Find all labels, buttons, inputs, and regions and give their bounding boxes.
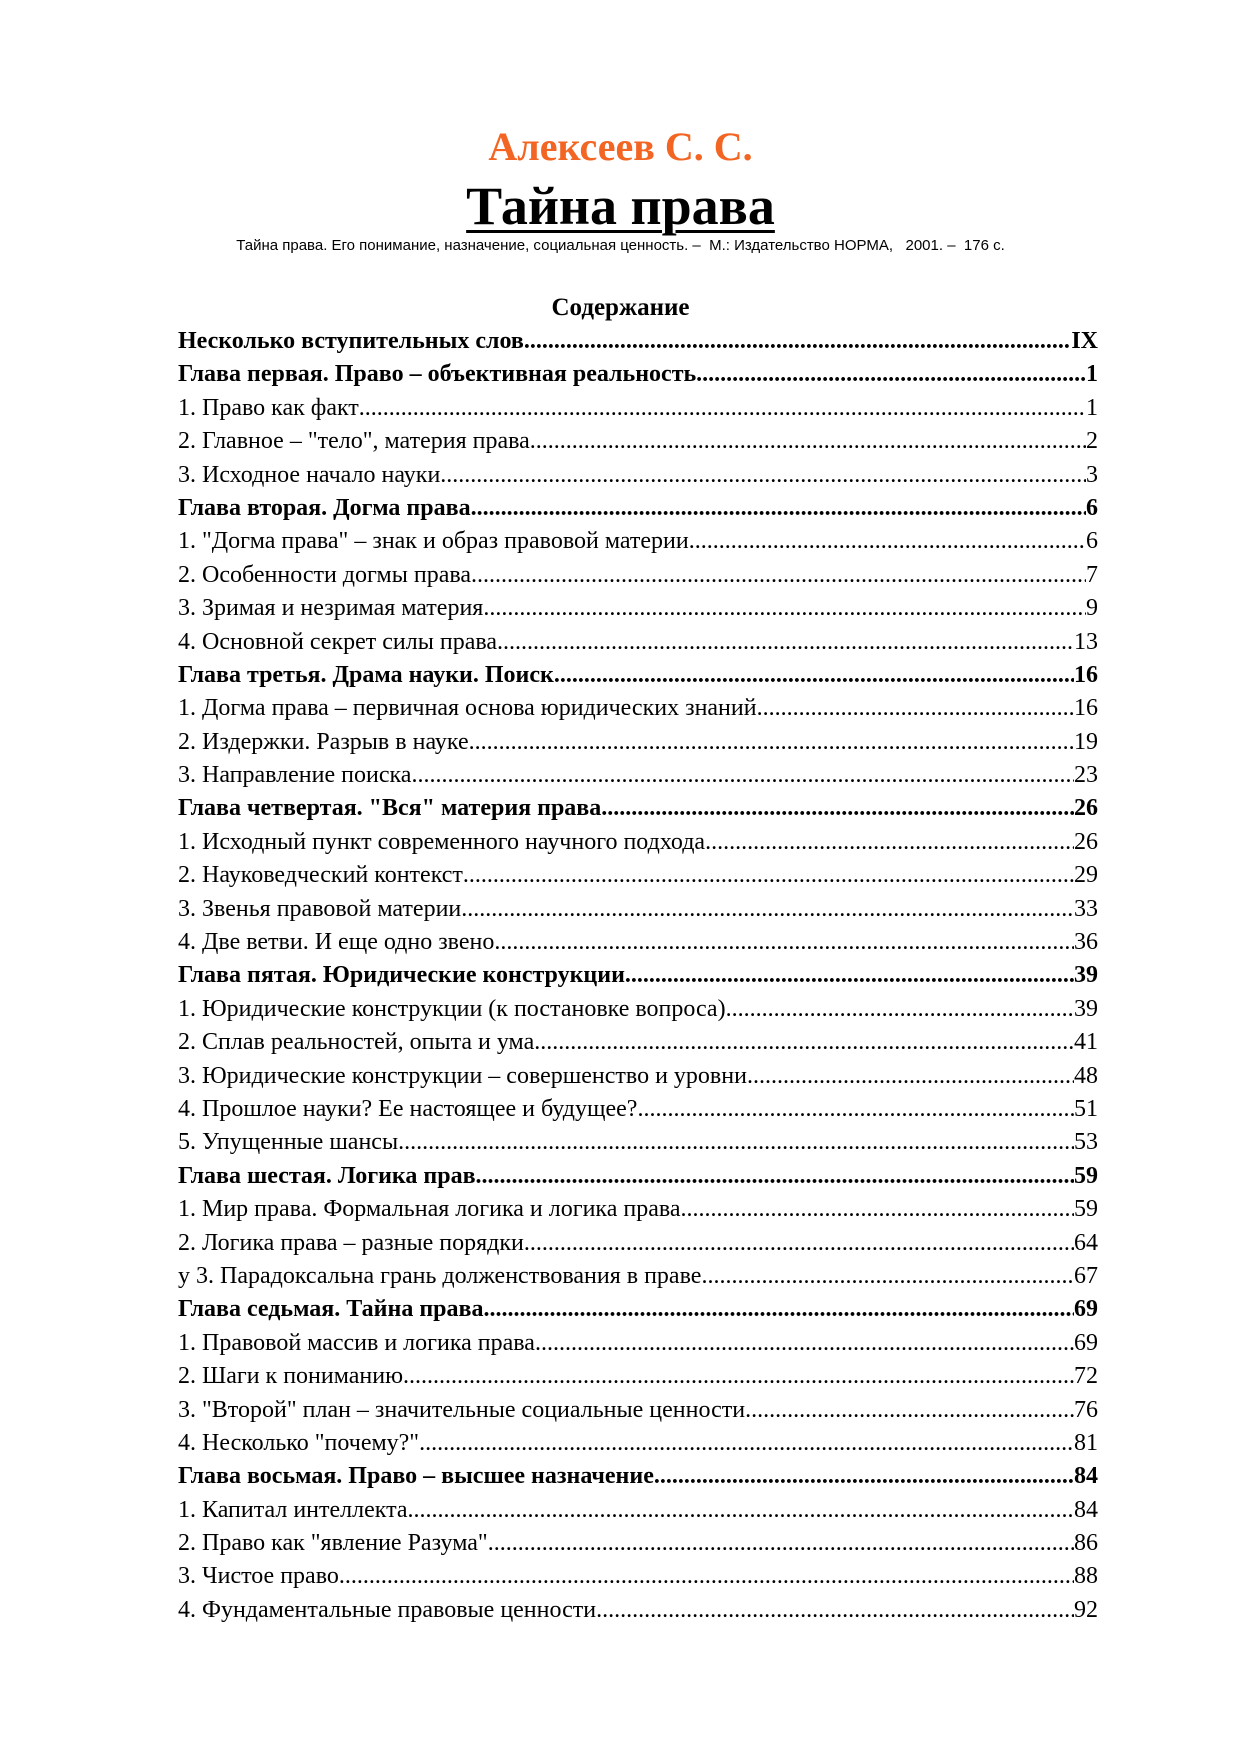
toc-entry-title: 2. Науковедческий контекст — [178, 862, 463, 889]
toc-page-number: 67 — [1074, 1262, 1098, 1289]
toc-page-number: 76 — [1074, 1396, 1098, 1423]
toc-chapter-row — [178, 659, 1098, 692]
toc-section-row — [178, 759, 1098, 792]
toc-section-row — [178, 1494, 1098, 1527]
toc-dot-leader — [654, 1460, 1074, 1493]
book-title: Тайна права — [466, 176, 775, 236]
toc-page-number: 69 — [1074, 1296, 1098, 1323]
toc-dot-leader — [535, 1327, 1074, 1360]
toc-page-number: 64 — [1074, 1229, 1098, 1256]
toc-dot-leader — [476, 1160, 1074, 1193]
toc-page-number: 33 — [1074, 895, 1098, 922]
toc-dot-leader — [469, 726, 1074, 759]
toc-entry-title: Глава третья. Драма науки. Поиск — [178, 661, 554, 688]
toc-page-number: 6 — [1086, 528, 1098, 555]
toc-entry-title: 2. Издержки. Разрыв в науке — [178, 728, 469, 755]
toc-page-number: 69 — [1074, 1329, 1098, 1356]
toc-dot-leader — [757, 692, 1074, 725]
toc-page-number: 59 — [1074, 1196, 1098, 1223]
toc-page-number: 7 — [1086, 561, 1098, 588]
toc-dot-leader — [637, 1093, 1074, 1126]
toc-dot-leader — [701, 1260, 1074, 1293]
toc-section-row — [178, 1093, 1098, 1126]
toc-chapter-row — [178, 492, 1098, 525]
toc-entry-title: 2. Сплав реальностей, опыта и ума — [178, 1029, 535, 1056]
toc-section-row — [178, 392, 1098, 425]
toc-entry-title: 3. "Второй" план – значительные социальные ценности — [178, 1396, 746, 1423]
toc-page-number: 84 — [1074, 1496, 1098, 1523]
toc-section-row — [178, 859, 1098, 892]
toc-entry-title: Глава седьмая. Тайна права — [178, 1296, 484, 1323]
toc-page-number: 1 — [1086, 394, 1098, 421]
toc-page-number: 51 — [1074, 1095, 1098, 1122]
toc-page-number: 23 — [1074, 762, 1098, 789]
toc-page-number: 88 — [1074, 1563, 1098, 1590]
toc-entry-title: 4. Основной секрет силы права — [178, 628, 498, 655]
toc-entry-title: 1. "Догма права" – знак и образ правовой материи — [178, 528, 689, 555]
toc-section-row — [178, 1193, 1098, 1226]
toc-chapter-row — [178, 358, 1098, 391]
toc-entry-title: Глава пятая. Юридические конструкции — [178, 962, 625, 989]
toc-entry-title: 3. Исходное начало науки — [178, 461, 441, 488]
toc-page-number: 1 — [1086, 361, 1098, 388]
toc-page-number: 39 — [1074, 995, 1098, 1022]
toc-dot-leader — [471, 492, 1086, 525]
toc-heading: Содержание — [551, 294, 690, 321]
toc-section-row — [178, 1026, 1098, 1059]
toc-entry-title: Глава шестая. Логика прав — [178, 1162, 476, 1189]
toc-dot-leader — [339, 1560, 1074, 1593]
toc-section-row — [178, 893, 1098, 926]
toc-chapter-row — [178, 1293, 1098, 1326]
toc-entry-title: 1. Право как факт — [178, 394, 359, 421]
bibliographic-info: Тайна права. Его понимание, назначение, социальная ценность. – М.: Издательство НОРМА, 2001. – 176 с. — [236, 237, 1005, 254]
toc-dot-leader — [601, 792, 1074, 825]
toc-section-row — [178, 1327, 1098, 1360]
toc-dot-leader — [440, 459, 1086, 492]
toc-entry-title: Несколько вступительных слов — [178, 328, 524, 354]
table-of-contents — [178, 325, 1098, 1627]
toc-page-number: 41 — [1074, 1029, 1098, 1056]
toc-chapter-row — [178, 959, 1098, 992]
toc-page-number: 2 — [1086, 428, 1098, 455]
toc-dot-leader — [471, 559, 1086, 592]
toc-entry-title: Глава первая. Право – объективная реальность — [178, 361, 697, 388]
toc-section-row — [178, 626, 1098, 659]
toc-page-number: 13 — [1074, 628, 1098, 655]
toc-dot-leader — [463, 859, 1074, 892]
toc-section-row — [178, 726, 1098, 759]
toc-section-row — [178, 459, 1098, 492]
toc-page-number: 59 — [1074, 1162, 1098, 1189]
toc-dot-leader — [534, 1026, 1074, 1059]
toc-chapter-row — [178, 1460, 1098, 1493]
toc-entry-title: 1. Юридические конструкции (к постановке вопроса) — [178, 995, 726, 1022]
toc-page-number: 84 — [1074, 1463, 1098, 1490]
toc-dot-leader — [359, 392, 1086, 425]
toc-entry-title: 2. Логика права – разные порядки — [178, 1229, 524, 1256]
toc-section-row — [178, 1126, 1098, 1159]
toc-page-number: 9 — [1086, 595, 1098, 622]
toc-dot-leader — [524, 325, 1072, 358]
toc-page-number: 48 — [1074, 1062, 1098, 1089]
toc-dot-leader — [596, 1594, 1074, 1627]
toc-dot-leader — [524, 1227, 1074, 1260]
toc-chapter-row — [178, 1160, 1098, 1193]
toc-dot-leader — [408, 1494, 1074, 1527]
toc-entry-title: Глава вторая. Догма права — [178, 494, 471, 521]
toc-section-row — [178, 1360, 1098, 1393]
toc-page-number: 86 — [1074, 1530, 1098, 1557]
toc-section-row — [178, 1060, 1098, 1093]
toc-page-number: 39 — [1074, 962, 1098, 989]
toc-dot-leader — [483, 1293, 1074, 1326]
toc-section-row — [178, 1560, 1098, 1593]
toc-section-row — [178, 692, 1098, 725]
toc-page-number: 26 — [1074, 828, 1098, 855]
toc-entry-title: у 3. Парадоксальна грань долженствования в праве — [178, 1262, 702, 1289]
toc-page-number: 6 — [1086, 494, 1098, 521]
toc-entry-title: 4. Фундаментальные правовые ценности — [178, 1596, 597, 1623]
toc-dot-leader — [747, 1060, 1074, 1093]
toc-section-row — [178, 425, 1098, 458]
toc-dot-leader — [530, 425, 1086, 458]
toc-page-number: 92 — [1074, 1596, 1098, 1623]
toc-dot-leader — [696, 358, 1086, 391]
toc-page-number: 26 — [1074, 795, 1098, 822]
toc-section-row — [178, 592, 1098, 625]
toc-entry-title: 3. Направление поиска — [178, 762, 412, 789]
toc-entry-title: 1. Мир права. Формальная логика и логика права — [178, 1196, 681, 1223]
toc-section-row — [178, 1427, 1098, 1460]
toc-chapter-row — [178, 325, 1098, 358]
author-name: Алексеев С. С. — [488, 124, 753, 169]
toc-page-number: IX — [1071, 328, 1098, 354]
toc-section-row — [178, 559, 1098, 592]
toc-page-number: 19 — [1074, 728, 1098, 755]
toc-dot-leader — [689, 525, 1086, 558]
toc-dot-leader — [488, 1527, 1074, 1560]
toc-entry-title: 5. Упущенные шансы — [178, 1129, 399, 1156]
toc-dot-leader — [554, 659, 1074, 692]
toc-entry-title: Глава восьмая. Право – высшее назначение — [178, 1463, 654, 1490]
toc-entry-title: 4. Несколько "почему?" — [178, 1429, 420, 1456]
toc-dot-leader — [497, 626, 1074, 659]
toc-chapter-row — [178, 792, 1098, 825]
toc-page-number: 3 — [1086, 461, 1098, 488]
toc-dot-leader — [726, 993, 1074, 1026]
toc-dot-leader — [494, 926, 1074, 959]
toc-entry-title: 1. Исходный пункт современного научного подхода — [178, 828, 706, 855]
toc-entry-title: 1. Капитал интеллекта — [178, 1496, 408, 1523]
toc-dot-leader — [705, 826, 1074, 859]
toc-entry-title: 1. Правовой массив и логика права — [178, 1329, 535, 1356]
toc-section-row — [178, 1394, 1098, 1427]
toc-entry-title: Глава четвертая. "Вся" материя права — [178, 795, 602, 822]
toc-entry-title: 4. Прошлое науки? Ее настоящее и будущее? — [178, 1095, 638, 1122]
toc-section-row — [178, 926, 1098, 959]
toc-entry-title: 1. Догма права – первичная основа юридических знаний — [178, 695, 757, 722]
toc-dot-leader — [419, 1427, 1074, 1460]
toc-page-number: 29 — [1074, 862, 1098, 889]
toc-entry-title: 2. Особенности догмы права — [178, 561, 472, 588]
toc-entry-title: 3. Юридические конструкции – совершенство и уровни — [178, 1062, 747, 1089]
toc-dot-leader — [625, 959, 1074, 992]
toc-section-row — [178, 1594, 1098, 1627]
toc-page-number: 53 — [1074, 1129, 1098, 1156]
toc-dot-leader — [461, 893, 1074, 926]
toc-section-row — [178, 1527, 1098, 1560]
toc-entry-title: 3. Зримая и незримая материя — [178, 595, 484, 622]
toc-dot-leader — [745, 1394, 1074, 1427]
toc-entry-title: 3. Чистое право — [178, 1563, 339, 1590]
toc-page-number: 81 — [1074, 1429, 1098, 1456]
toc-page-number: 16 — [1074, 695, 1098, 722]
toc-entry-title: 2. Шаги к пониманию — [178, 1363, 404, 1390]
toc-entry-title: 4. Две ветви. И еще одно звено — [178, 929, 495, 956]
toc-entry-title: 2. Право как "явление Разума" — [178, 1530, 488, 1557]
toc-dot-leader — [483, 592, 1086, 625]
toc-dot-leader — [681, 1193, 1074, 1226]
toc-dot-leader — [398, 1126, 1074, 1159]
toc-section-row — [178, 993, 1098, 1026]
toc-dot-leader — [411, 759, 1074, 792]
toc-entry-title: 2. Главное – "тело", материя права — [178, 428, 530, 455]
toc-section-row — [178, 1227, 1098, 1260]
toc-page-number: 72 — [1074, 1363, 1098, 1390]
toc-section-row — [178, 1260, 1098, 1293]
toc-section-row — [178, 525, 1098, 558]
toc-page-number: 36 — [1074, 929, 1098, 956]
toc-entry-title: 3. Звенья правовой материи — [178, 895, 462, 922]
toc-page-number: 16 — [1074, 661, 1098, 688]
toc-section-row — [178, 826, 1098, 859]
toc-dot-leader — [403, 1360, 1074, 1393]
